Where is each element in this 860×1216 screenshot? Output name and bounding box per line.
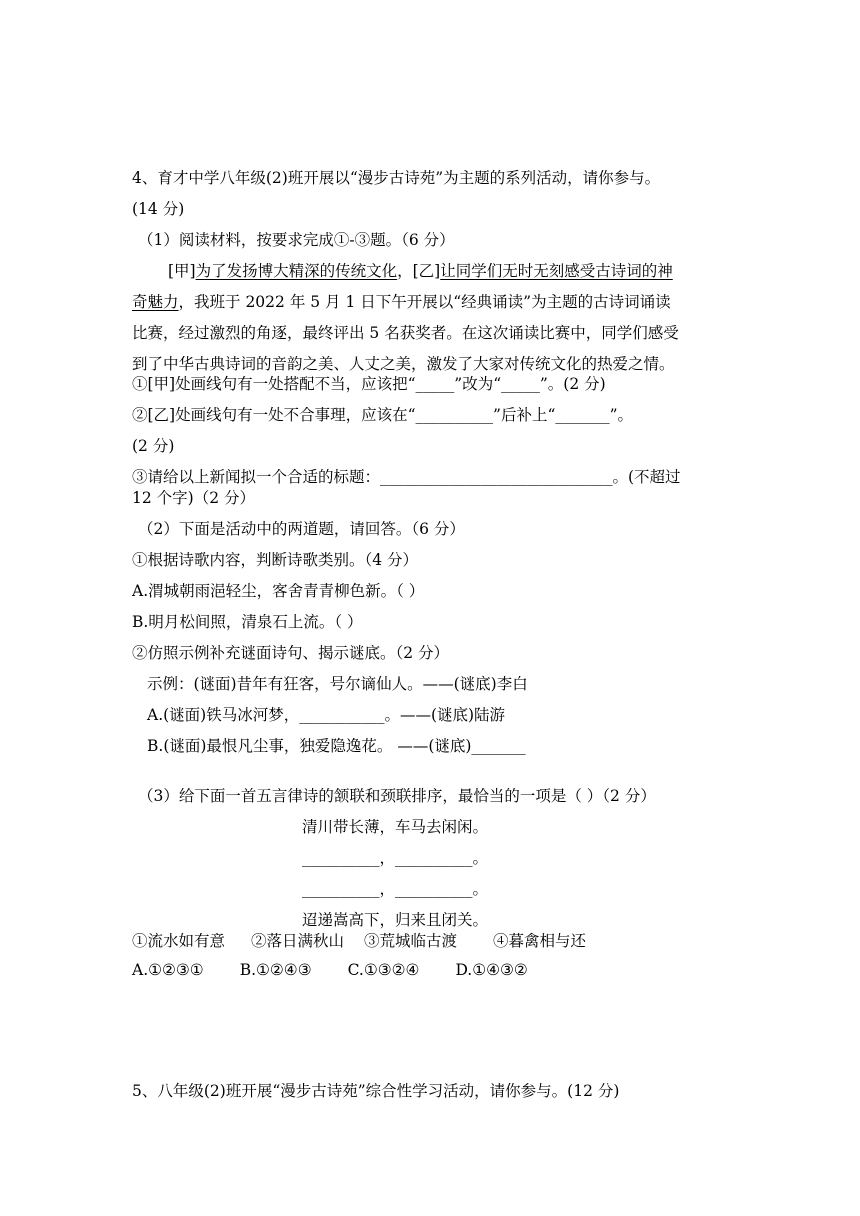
question-5-title: 5、八年级(2)班开展“漫步古诗苑”综合性学习活动，请你参与。(12 分) [132, 1082, 620, 1100]
part1-heading: （1）阅读材料，按要求完成①-③题。（6 分） [138, 231, 455, 249]
poem-line4: 迢递嵩高下，归来且闭关。 [302, 911, 489, 929]
part2-question1-heading: ①根据诗歌内容，判断诗歌类别。（4 分） [132, 551, 419, 569]
part1-question2: ②[乙]处画线句有一处不合事理，应该在“__________”后补上“_______”。 [132, 406, 634, 424]
part1-question3: ③请给以上新闻拟一个合适的标题：______________________________。(不超过 [132, 468, 681, 486]
part2-question2-heading: ②仿照示例补充谜面诗句、揭示谜底。（2 分） [132, 644, 450, 662]
riddle-a: A.(谜面)铁马冰河梦，___________。——(谜底)陆游 [147, 706, 506, 724]
part2-question1-option-b: B.明月松间照，清泉石上流。（ ） [132, 613, 363, 631]
underlined-sentence-yi-cont: 奇魅力 [132, 293, 179, 311]
poem-item-4: ④暮禽相与还 [493, 932, 587, 950]
riddle-example: 示例：(谜面)昔年有狂客，号尔谪仙人。——(谜底)李白 [147, 675, 528, 693]
poem-item-2: ②落日满秋山 [251, 932, 345, 950]
option-d: D.①④③② [455, 961, 528, 979]
poem-line3-blank: __________，__________。 [302, 880, 489, 898]
part1-question1: ①[甲]处画线句有一处搭配不当，应该把“_____”改为“_____”。(2 分) [132, 375, 606, 393]
option-b: B.①②④③ [239, 961, 312, 979]
poem-line2-blank: __________，__________。 [302, 849, 489, 867]
underlined-sentence-jia: 为了发扬博大精深的传统文化 [195, 262, 398, 280]
question-4-title: 4、育才中学八年级(2)班开展以“漫步古诗苑”为主题的系列活动，请你参与。 [132, 169, 661, 187]
riddle-b: B.(谜面)最恨凡尘事，独爱隐逸花。 ——(谜底)_______ [147, 737, 526, 755]
poem-items [132, 931, 586, 951]
material-paragraph-line1 [168, 261, 673, 281]
part2-heading: （2）下面是活动中的两道题，请回答。（6 分） [138, 520, 465, 538]
option-a: A.①②③① [132, 961, 204, 979]
question-4-score: (14 分) [132, 200, 185, 218]
part1-question2-score: (2 分) [132, 437, 175, 455]
poem-item-3: ③荒城临古渡 [364, 932, 458, 950]
part3-heading: （3）给下面一首五言律诗的颔联和颈联排序，最恰当的一项是（ ）（2 分） [138, 787, 656, 805]
material-text: ，我班于 2022 年 5 月 1 日下午开展以“经典诵读”为主题的古诗词诵读 [178, 293, 671, 311]
poem-item-1: ①流水如有意 [132, 932, 226, 950]
marker-jia: [甲] [168, 262, 196, 280]
marker-yi: ，[乙] [397, 262, 441, 280]
underlined-sentence-yi: 让同学们无时无刻感受古诗词的神 [440, 262, 673, 280]
part1-question3-cont: 12 个字)（2 分） [132, 489, 255, 507]
material-paragraph-line3: 比赛，经过激烈的角逐，最终评出 5 名获奖者。在这次诵读比赛中，同学们感受 [132, 324, 679, 342]
material-paragraph-line4: 到了中华古典诗词的音韵之美、人丈之美，激发了大家对传统文化的热爱之情。 [132, 355, 675, 373]
option-c: C.①③②④ [347, 961, 420, 979]
poem-line1: 清川带长薄，车马去闲闲。 [302, 818, 489, 836]
answer-options [132, 960, 528, 980]
part2-question1-option-a: A.渭城朝雨浥轻尘，客舍青青柳色新。（ ） [132, 582, 425, 600]
material-paragraph-line2 [132, 292, 671, 312]
